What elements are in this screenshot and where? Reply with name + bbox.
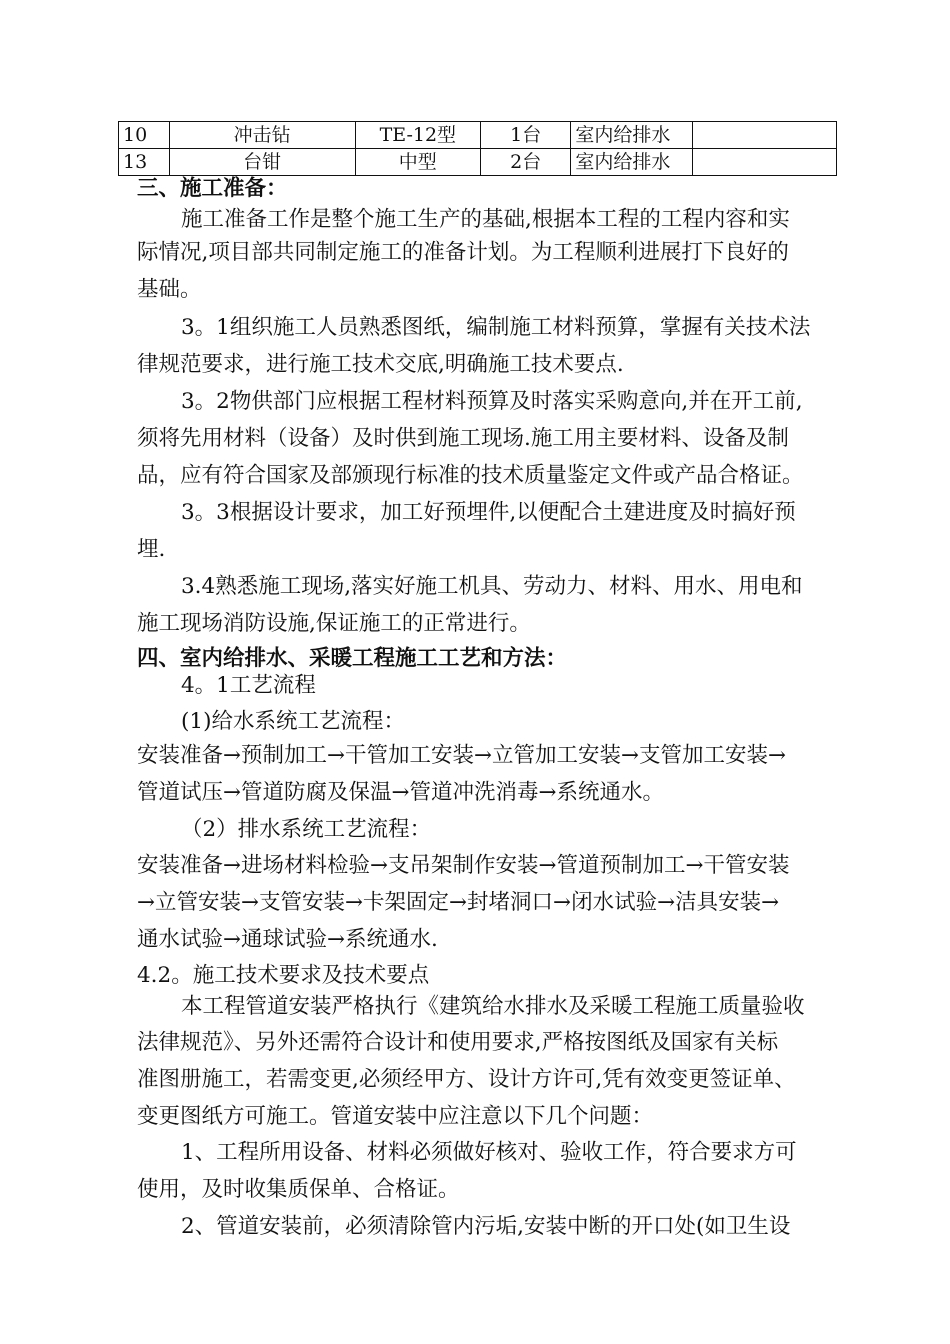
subheading-line: 4。1工艺流程 bbox=[181, 673, 316, 698]
cell-name: 冲击钻 bbox=[169, 122, 355, 149]
paragraph-line: 基础。 bbox=[137, 277, 202, 302]
paragraph-line: 施工现场消防设施,保证施工的正常进行。 bbox=[137, 611, 531, 636]
flow-line: 管道试压→管道防腐及保温→管道冲洗消毒→系统通水。 bbox=[137, 780, 665, 805]
table-row bbox=[119, 122, 837, 149]
flow-line: 安装准备→进场材料检验→支吊架制作安装→管道预制加工→干管安装 bbox=[137, 853, 790, 878]
cell-model: 中型 bbox=[355, 149, 481, 176]
cell-note bbox=[692, 149, 836, 176]
paragraph-line: 须将先用材料（设备）及时供到施工现场.施工用主要材料、设备及制 bbox=[137, 426, 789, 451]
cell-no: 13 bbox=[119, 149, 170, 176]
paragraph-line: 变更图纸方可施工。管道安装中应注意以下几个问题： bbox=[137, 1104, 654, 1129]
paragraph-line: (1)给水系统工艺流程： bbox=[181, 709, 405, 734]
paragraph-line: 品，应有符合国家及部颁现行标准的技术质量鉴定文件或产品合格证。 bbox=[137, 463, 804, 488]
table-row bbox=[119, 149, 837, 176]
paragraph-line: 使用，及时收集质保单、合格证。 bbox=[137, 1177, 460, 1202]
paragraph-line: 法律规范》、另外还需符合设计和使用要求,严格按图纸及国家有关标 bbox=[137, 1030, 779, 1055]
flow-line: →立管安装→支管安装→卡架固定→封堵洞口→闭水试验→洁具安装→ bbox=[137, 890, 780, 915]
paragraph-line: 本工程管道安装严格执行《建筑给水排水及采暖工程施工质量验收 bbox=[181, 994, 805, 1019]
subheading-line: 4.2。施工技术要求及技术要点 bbox=[137, 963, 430, 988]
paragraph-line: 律规范要求，进行施工技术交底,明确施工技术要点. bbox=[137, 352, 624, 377]
cell-qty: 2台 bbox=[481, 149, 571, 176]
paragraph-line: 3。2物供部门应根据工程材料预算及时落实采购意向,并在开工前, bbox=[181, 389, 803, 414]
paragraph-line: 埋. bbox=[137, 537, 166, 562]
paragraph-line: 2、管道安装前，必须清除管内污垢,安装中断的开口处(如卫生设 bbox=[181, 1214, 791, 1239]
cell-name: 台钳 bbox=[169, 149, 355, 176]
section-heading-4: 四、室内给排水、采暖工程施工工艺和方法： bbox=[137, 646, 568, 671]
cell-model: TE-12型 bbox=[355, 122, 481, 149]
paragraph-line: 施工准备工作是整个施工生产的基础,根据本工程的工程内容和实 bbox=[181, 207, 790, 232]
cell-use: 室内给排水 bbox=[571, 149, 692, 176]
paragraph-line: （2）排水系统工艺流程： bbox=[181, 817, 432, 842]
cell-use: 室内给排水 bbox=[571, 122, 692, 149]
paragraph-line: 1、工程所用设备、材料必须做好核对、验收工作，符合要求方可 bbox=[181, 1140, 797, 1165]
paragraph-line: 3。1组织施工人员熟悉图纸，编制施工材料预算，掌握有关技术法 bbox=[181, 315, 811, 340]
paragraph-line: 3。3根据设计要求，加工好预埋件,以便配合土建进度及时搞好预 bbox=[181, 500, 796, 525]
equipment-table bbox=[118, 121, 837, 176]
flow-line: 通水试验→通球试验→系统通水. bbox=[137, 927, 438, 952]
cell-note bbox=[692, 122, 836, 149]
cell-no: 10 bbox=[119, 122, 170, 149]
flow-line: 安装准备→预制加工→干管加工安装→立管加工安装→支管加工安装→ bbox=[137, 743, 787, 768]
paragraph-line: 准图册施工，若需变更,必须经甲方、设计方许可,凭有效变更签证单、 bbox=[137, 1067, 796, 1092]
paragraph-line: 际情况,项目部共同制定施工的准备计划。为工程顺利进展打下良好的 bbox=[137, 240, 789, 265]
section-heading-3: 三、施工准备： bbox=[137, 176, 288, 201]
cell-qty: 1台 bbox=[481, 122, 571, 149]
paragraph-line: 3.4熟悉施工现场,落实好施工机具、劳动力、材料、用水、用电和 bbox=[181, 574, 803, 599]
